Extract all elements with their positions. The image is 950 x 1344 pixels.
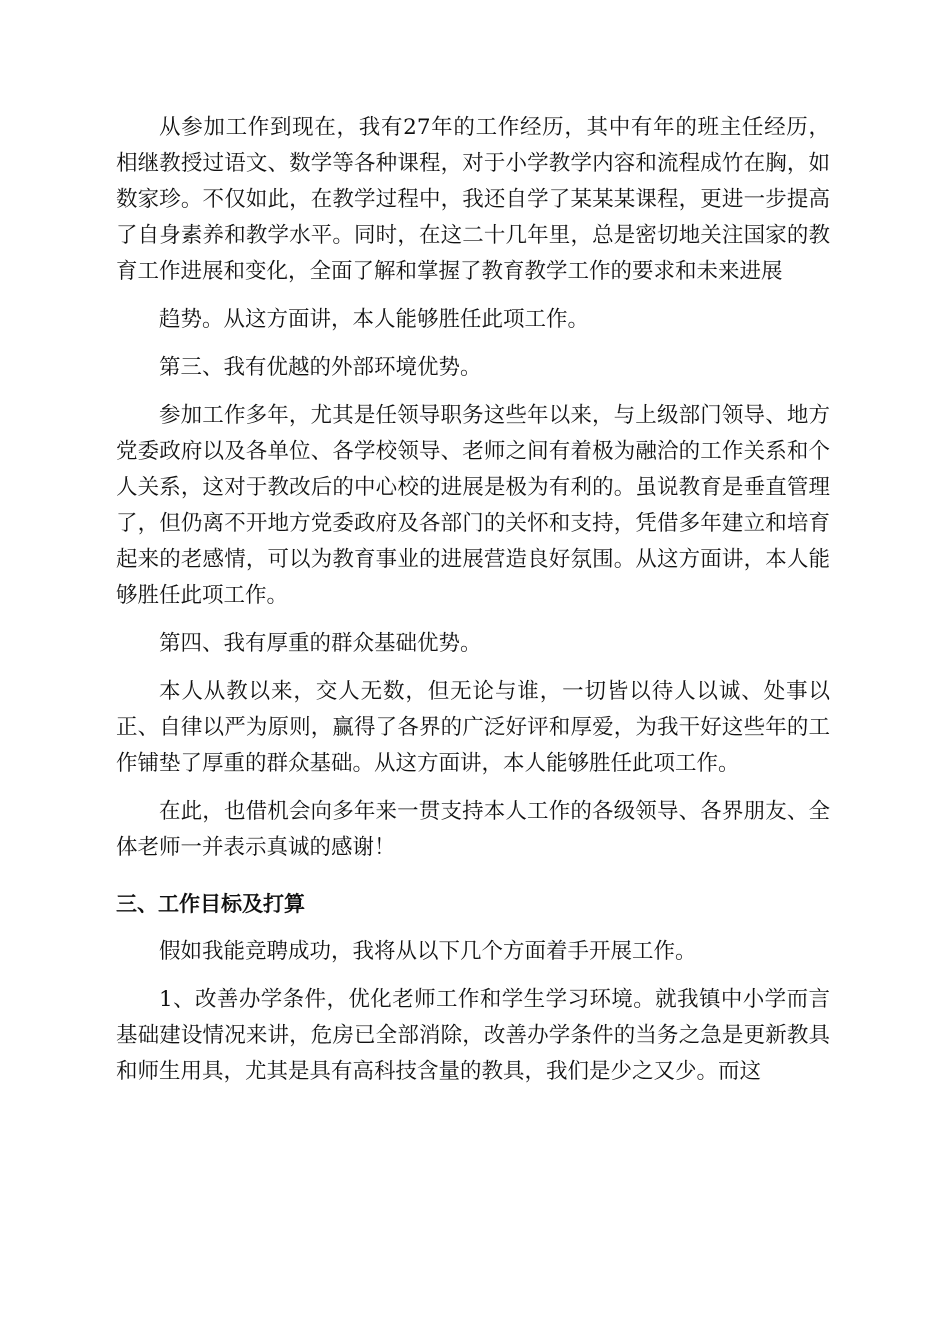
paragraph-thanks: 在此，也借机会向多年来一贯支持本人工作的各级领导、各界朋友、全体老师一并表示真诚的感谢！	[116, 799, 830, 860]
paragraph-fourth-advantage-title: 第四、我有厚重的群众基础优势。	[159, 631, 482, 656]
paragraph-mass-foundation: 本人从教以来，交人无数，但无论与谁，一切皆以待人以诚、处事以正、自律以严为原则，赢得了各界的广泛好评和厚爱，为我干好这些年的工作铺垫了厚重的群众基础。从这方面讲，本人能够胜任此项工作。	[116, 679, 830, 776]
paragraph-work-experience: 从参加工作到现在，我有27年的工作经历，其中有年的班主任经历，相继教授过语文、数学等各种课程，对于小学教学内容和流程成竹在胸，如数家珍。不仅如此，在教学过程中，我还自学了某某某课程，更进一步提高了自身素养和教学水平。同时，在这二十几年里，总是密切地关注国家的教育工作进展和变化，全面了解和掌握了教育教学工作的要求和未来进展	[116, 115, 830, 284]
paragraph-trend-conclusion: 趋势。从这方面讲，本人能够胜任此项工作。	[159, 307, 590, 332]
paragraph-goal-1: 1、改善办学条件，优化老师工作和学生学习环境。就我镇中小学而言基础建设情况来讲，危房已全部消除，改善办学条件的当务之急是更新教具和师生用具，尤其是具有高科技含量的教具，我们是少之又少。而这	[116, 987, 830, 1084]
paragraph-third-advantage-title: 第三、我有优越的外部环境优势。	[159, 355, 482, 380]
document-body	[116, 110, 830, 1090]
paragraph-external-environment: 参加工作多年，尤其是任领导职务这些年以来，与上级部门领导、地方党委政府以及各单位、各学校领导、老师之间有着极为融洽的工作关系和个人关系，这对于教改后的中心校的进展是极为有利的。虽说教育是垂直管理了，但仍离不开地方党委政府及各部门的关怀和支持，凭借多年建立和培育起来的老感情，可以为教育事业的进展营造良好氛围。从这方面讲，本人能够胜任此项工作。	[116, 403, 830, 608]
paragraph-goals-intro: 假如我能竞聘成功，我将从以下几个方面着手开展工作。	[159, 939, 697, 964]
section-heading-goals: 三、工作目标及打算	[116, 892, 305, 916]
